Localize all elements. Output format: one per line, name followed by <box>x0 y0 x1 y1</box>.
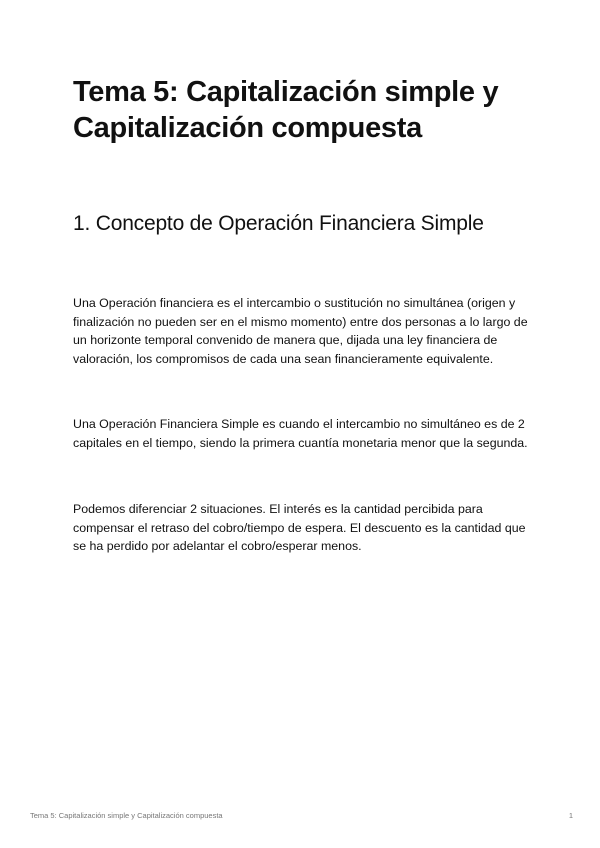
page-title: Tema 5: Capitalización simple y Capitalización compuesta <box>73 76 499 144</box>
footer-title: Tema 5: Capitalización simple y Capitalización compuesta <box>30 811 223 820</box>
paragraph: Una Operación Financiera Simple es cuando el intercambio no simultáneo es de 2 capitales en el tiempo, siendo la primera cuantía monetaria menor que la segunda. <box>73 417 528 450</box>
paragraph: Una Operación financiera es el intercambio o sustitución no simultánea (origen y finalización no pueden ser en el mismo momento) entre dos personas a lo largo de un horizonte temporal convenido de manera que, dijada una ley financiera de valoración, los compromisos de cada una sean financieramente equivalente. <box>73 296 528 366</box>
page-number: 1 <box>568 811 573 820</box>
paragraph: Podemos diferenciar 2 situaciones. El interés es la cantidad percibida para compensar el retraso del cobro/tiempo de espera. El descuento es la cantidad que se ha perdido por adelantar el cobro/esperar menos. <box>73 502 526 554</box>
section-heading: 1. Concepto de Operación Financiera Simple <box>73 212 484 235</box>
